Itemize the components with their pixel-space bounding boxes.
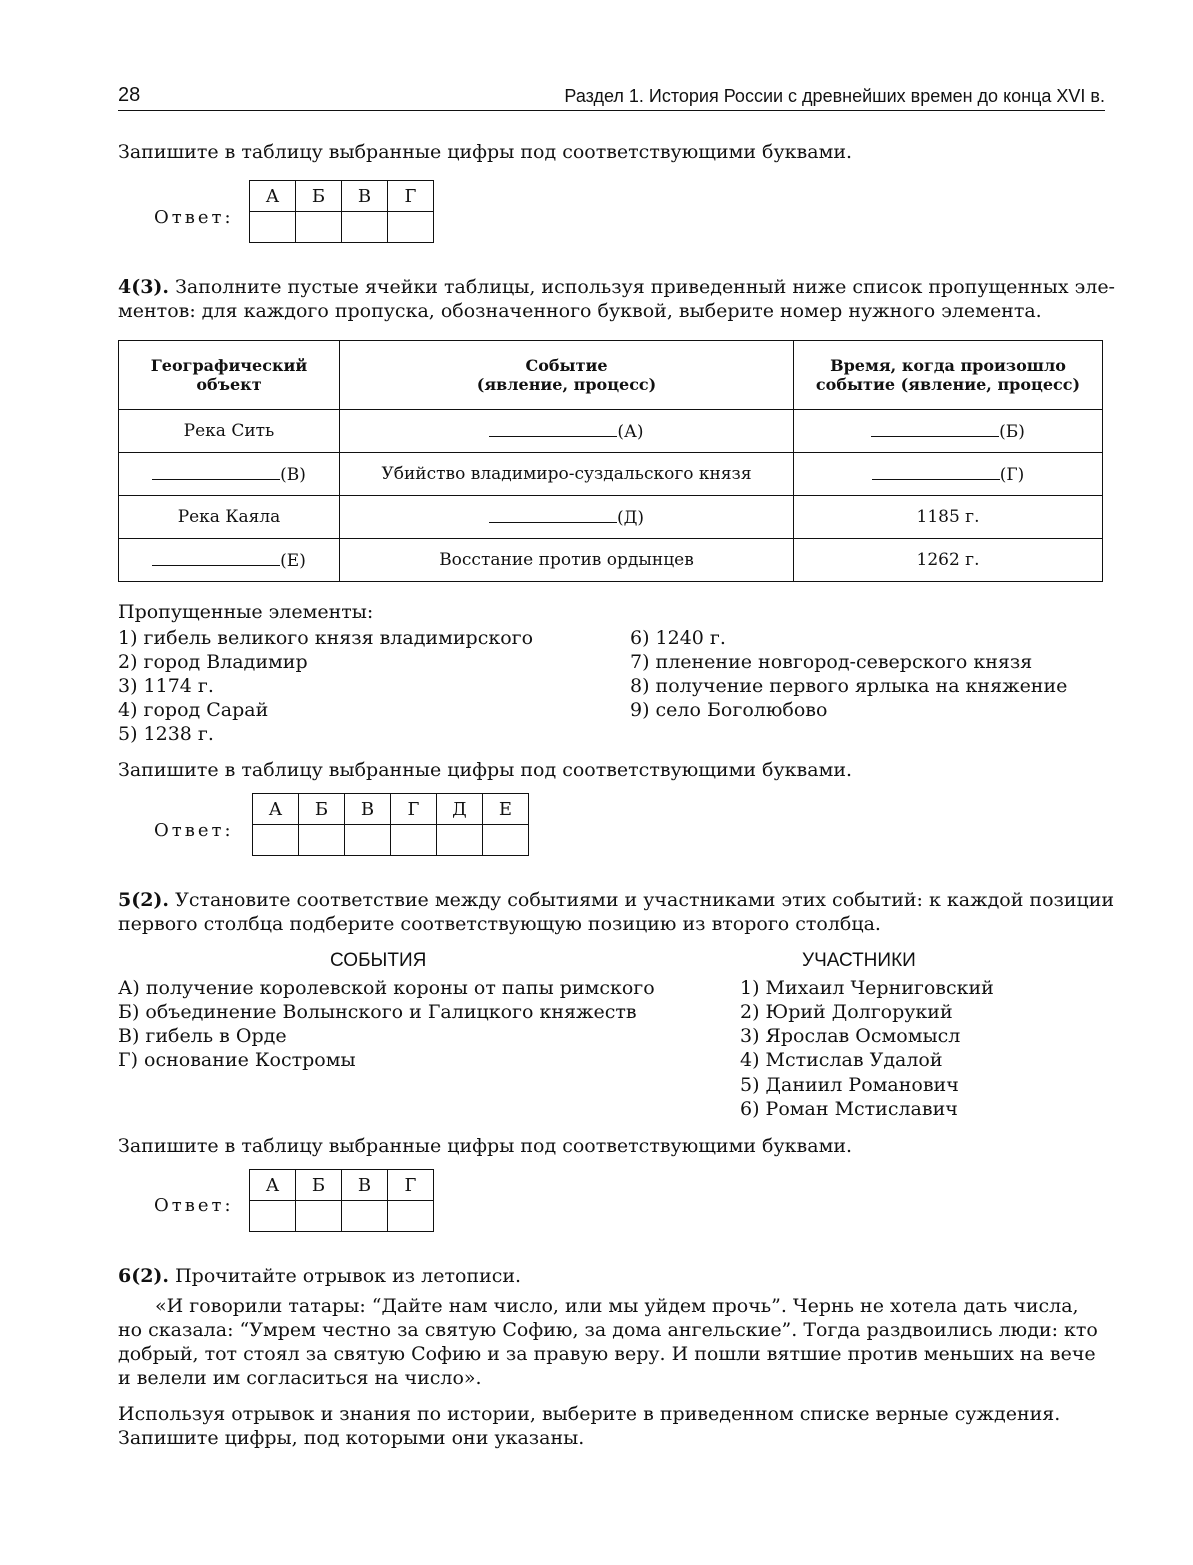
answer-letter: Е (483, 794, 529, 825)
table-cell: 1262 г. (794, 539, 1103, 582)
participant-item: 6) Роман Мстиславич (740, 1098, 958, 1120)
answer-cell[interactable] (296, 212, 342, 243)
task5-text-line1: 5(2). Установите соответствие между событиями и участниками этих событий: к каждой позиции (118, 889, 1115, 911)
event-item: Б) объединение Волынского и Галицкого княжеств (118, 1001, 637, 1023)
missing-item: 8) получение первого ярлыка на княжение (630, 675, 1068, 697)
answer-letter: Г (391, 794, 437, 825)
answer-cell[interactable] (296, 1201, 342, 1232)
answer-cell[interactable] (299, 825, 345, 856)
event-item: В) гибель в Орде (118, 1025, 287, 1047)
answer-letter: В (345, 794, 391, 825)
participant-item: 3) Ярослав Осмомысл (740, 1025, 961, 1047)
instruction-write-2: Запишите в таблицу выбранные цифры под соответствующими буквами. (118, 759, 853, 781)
answer-letter: Б (296, 181, 342, 212)
answer-cell[interactable] (253, 825, 299, 856)
missing-item: 7) пленение новгород-северского князя (630, 651, 1033, 673)
answer-letter: Б (296, 1170, 342, 1201)
table-header-object: Географический объект (119, 341, 340, 410)
events-title: СОБЫТИЯ (330, 950, 427, 971)
table-cell: Убийство владимиро-суздальского князя (340, 453, 794, 496)
section-title: Раздел 1. История России с древнейших времен до конца XVI в. (564, 86, 1105, 106)
answer-cell[interactable] (388, 1201, 434, 1232)
table-header-time: Время, когда произошло событие (явление, процесс) (794, 341, 1103, 410)
participant-item: 4) Мстислав Удалой (740, 1049, 943, 1071)
task4-table (118, 340, 1103, 582)
answer-label-2: Ответ: (154, 820, 234, 841)
answer-letter: В (342, 181, 388, 212)
page-number: 28 (118, 84, 141, 106)
answer-cell[interactable] (342, 212, 388, 243)
quote-line: и велели им согласиться на число». (118, 1367, 482, 1389)
table-cell: Восстание против ордынцев (340, 539, 794, 582)
answer-letter: Д (437, 794, 483, 825)
table-cell-blank[interactable]: (В) (119, 453, 340, 496)
answer-letter: Б (299, 794, 345, 825)
missing-item: 1) гибель великого князя владимирского (118, 627, 534, 649)
answer-letter: Г (388, 181, 434, 212)
task4-number: 4(3). (118, 276, 170, 298)
participant-item: 1) Михаил Черниговский (740, 977, 994, 999)
answer-letter: А (250, 1170, 296, 1201)
instruction-write-1: Запишите в таблицу выбранные цифры под соответствующими буквами. (118, 141, 853, 163)
answer-cell[interactable] (388, 212, 434, 243)
table-row (119, 496, 1103, 539)
header-rule (118, 110, 1105, 111)
table-cell: Река Каяла (119, 496, 340, 539)
task6-closing-line1: Используя отрывок и знания по истории, выберите в приведенном списке верные суждения. (118, 1403, 1061, 1425)
answer-cell[interactable] (391, 825, 437, 856)
answer-letter: А (253, 794, 299, 825)
participant-item: 2) Юрий Долгорукий (740, 1001, 953, 1023)
task4-text-line1: 4(3). Заполните пустые ячейки таблицы, используя приведенный ниже список пропущенных эле- (118, 276, 1115, 298)
table-cell-blank[interactable]: (Б) (794, 410, 1103, 453)
table-row (119, 453, 1103, 496)
event-item: А) получение королевской короны от папы римского (118, 977, 655, 999)
answer-cell[interactable] (483, 825, 529, 856)
table-cell: 1185 г. (794, 496, 1103, 539)
task5-text-line2: первого столбца подберите соответствующую позицию из второго столбца. (118, 913, 881, 935)
answer-cell[interactable] (437, 825, 483, 856)
answer-table-3 (249, 1169, 434, 1232)
table-header-event: Событие (явление, процесс) (340, 341, 794, 410)
answer-label-3: Ответ: (154, 1195, 234, 1216)
answer-table-2 (252, 793, 529, 856)
task4-text-line2: ментов: для каждого пропуска, обозначенного буквой, выберите номер нужного элемента. (118, 300, 1042, 322)
task6-closing-line2: Запишите цифры, под которыми они указаны. (118, 1427, 585, 1449)
answer-cell[interactable] (342, 1201, 388, 1232)
answer-letter: Г (388, 1170, 434, 1201)
task5-number: 5(2). (118, 889, 170, 911)
answer-letter: В (342, 1170, 388, 1201)
participants-title: УЧАСТНИКИ (802, 950, 916, 971)
instruction-write-3: Запишите в таблицу выбранные цифры под соответствующими буквами. (118, 1135, 853, 1157)
quote-line: добрый, тот стоял за святую Софию и за правую веру. И пошли вятшие против меньших на вече (118, 1343, 1096, 1365)
missing-item: 4) город Сарай (118, 699, 269, 721)
table-row (119, 539, 1103, 582)
participant-item: 5) Даниил Романович (740, 1074, 959, 1096)
table-cell-blank[interactable]: (Д) (340, 496, 794, 539)
table-row (119, 410, 1103, 453)
answer-table-1 (249, 180, 434, 243)
task6-number: 6(2). (118, 1265, 170, 1287)
answer-cell[interactable] (345, 825, 391, 856)
quote-line: но сказала: “Умрем честно за святую Софию, за дома ангельские”. Тогда раздвоились люди: кто (118, 1319, 1098, 1341)
answer-cell[interactable] (250, 212, 296, 243)
answer-label-1: Ответ: (154, 207, 234, 228)
missing-item: 6) 1240 г. (630, 627, 726, 649)
missing-item: 3) 1174 г. (118, 675, 214, 697)
missing-item: 2) город Владимир (118, 651, 308, 673)
event-item: Г) основание Костромы (118, 1049, 356, 1071)
answer-cell[interactable] (250, 1201, 296, 1232)
missing-title: Пропущенные элементы: (118, 601, 374, 623)
table-cell: Река Сить (119, 410, 340, 453)
table-cell-blank[interactable]: (А) (340, 410, 794, 453)
table-cell-blank[interactable]: (Е) (119, 539, 340, 582)
missing-item: 9) село Боголюбово (630, 699, 828, 721)
quote-line: «И говорили татары: “Дайте нам число, или мы уйдем прочь”. Чернь не хотела дать числа, (155, 1295, 1079, 1317)
missing-item: 5) 1238 г. (118, 723, 214, 745)
table-cell-blank[interactable]: (Г) (794, 453, 1103, 496)
answer-letter: А (250, 181, 296, 212)
task6-intro: 6(2). Прочитайте отрывок из летописи. (118, 1265, 522, 1287)
